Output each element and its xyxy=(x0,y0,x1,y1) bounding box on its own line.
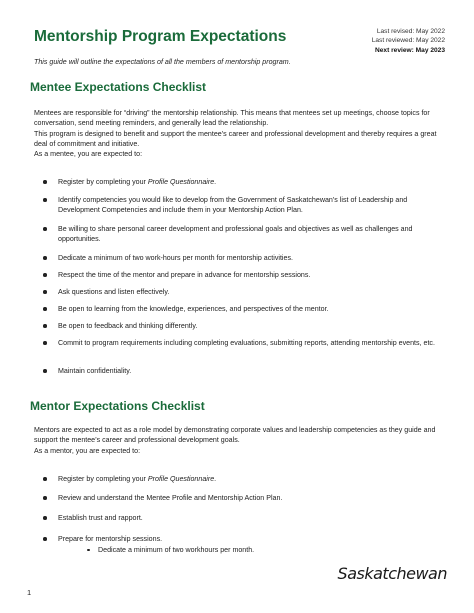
mentor-intro xyxy=(34,425,444,456)
bullet-icon xyxy=(43,477,47,481)
bullet-icon xyxy=(43,324,47,328)
mentee-para-1: Mentees are responsible for “driving” the mentorship relationship. This means that mentees set up meetings, choose topics for conversation, send meeting reminders, and generally lead the relationship. xyxy=(34,109,430,128)
item-text: Be willing to share personal career development and professional goals and objectives as well as challenges and opportunities. xyxy=(58,225,413,244)
item-text: Register by completing your xyxy=(58,475,148,483)
mentee-para-3: As a mentee, you are expected to: xyxy=(34,150,143,159)
mentee-para-2: This program is designed to benefit and support the mentee’s career and professional development and thereby requires a great deal of commitment and initiative. xyxy=(34,129,437,148)
intro-text: This guide will outline the expectations of all the members of mentorship program. xyxy=(34,58,291,66)
mentee-heading: Mentee Expectations Checklist xyxy=(30,80,207,94)
last-revised: Last revised: May 2022 xyxy=(376,28,445,35)
bullet-icon xyxy=(43,537,47,541)
bullet-icon xyxy=(43,290,47,294)
item-text: Review and understand the Mentee Profile and Mentorship Action Plan. xyxy=(58,494,283,502)
next-review: Next review: May 2023 xyxy=(374,46,445,54)
item-suffix: . xyxy=(214,475,217,483)
bullet-icon xyxy=(43,256,47,260)
mentor-para-2: As a mentor, you are expected to: xyxy=(34,446,141,455)
item-text: Be open to learning from the knowledge, experiences, and perspectives of the mentor. xyxy=(58,305,329,313)
item-text: Establish trust and rapport. xyxy=(58,514,143,522)
subitem-text: Dedicate a minimum of two workhours per month. xyxy=(98,546,255,554)
bullet-icon xyxy=(43,369,47,373)
mentor-heading: Mentor Expectations Checklist xyxy=(30,399,205,413)
bullet-icon xyxy=(43,307,47,311)
item-text: Maintain confidentiality. xyxy=(58,367,132,375)
bullet-icon xyxy=(43,516,47,520)
profile-questionnaire-text: Profile Questionnaire xyxy=(147,178,215,186)
item-text: Commit to program requirements including completing evaluations, submitting reports, attending mentorship events, etc. xyxy=(58,339,435,347)
mentor-para-1: Mentors are expected to act as a role model by demonstrating corporate values and leadership competencies as they guide and support the mentee’s career and professional development goals. xyxy=(34,426,436,445)
item-text: Dedicate a minimum of two work-hours per month for mentorship activities. xyxy=(58,254,293,262)
profile-questionnaire-text: Profile Questionnaire xyxy=(147,475,215,483)
bullet-icon xyxy=(43,180,47,184)
item-text: Ask questions and listen effectively. xyxy=(58,288,170,296)
item-text: Respect the time of the mentor and prepare in advance for mentorship sessions. xyxy=(58,271,311,279)
bullet-icon xyxy=(43,273,47,277)
revision-info xyxy=(372,27,445,55)
bullet-icon xyxy=(43,227,47,231)
page-title: Mentorship Program Expectations xyxy=(34,28,287,45)
bullet-icon xyxy=(43,496,47,500)
item-suffix: . xyxy=(214,178,217,186)
item-text: Be open to feedback and thinking differently. xyxy=(58,322,198,330)
item-text: Register by completing your xyxy=(58,178,148,186)
page-number: 1 xyxy=(27,588,32,597)
last-reviewed: Last reviewed: May 2022 xyxy=(371,37,445,45)
sub-bullet-icon xyxy=(87,549,90,552)
mentee-intro xyxy=(34,108,444,159)
item-text: Prepare for mentorship sessions. xyxy=(58,535,163,543)
bullet-icon xyxy=(43,198,47,202)
item-text: Identify competencies you would like to develop from the Government of Saskatchewan’s list of Leadership and Development Competencies and include them in your Mentorship Action Plan. xyxy=(58,196,408,215)
bullet-icon xyxy=(43,341,47,345)
saskatchewan-logo: Saskatchewan xyxy=(337,564,447,583)
